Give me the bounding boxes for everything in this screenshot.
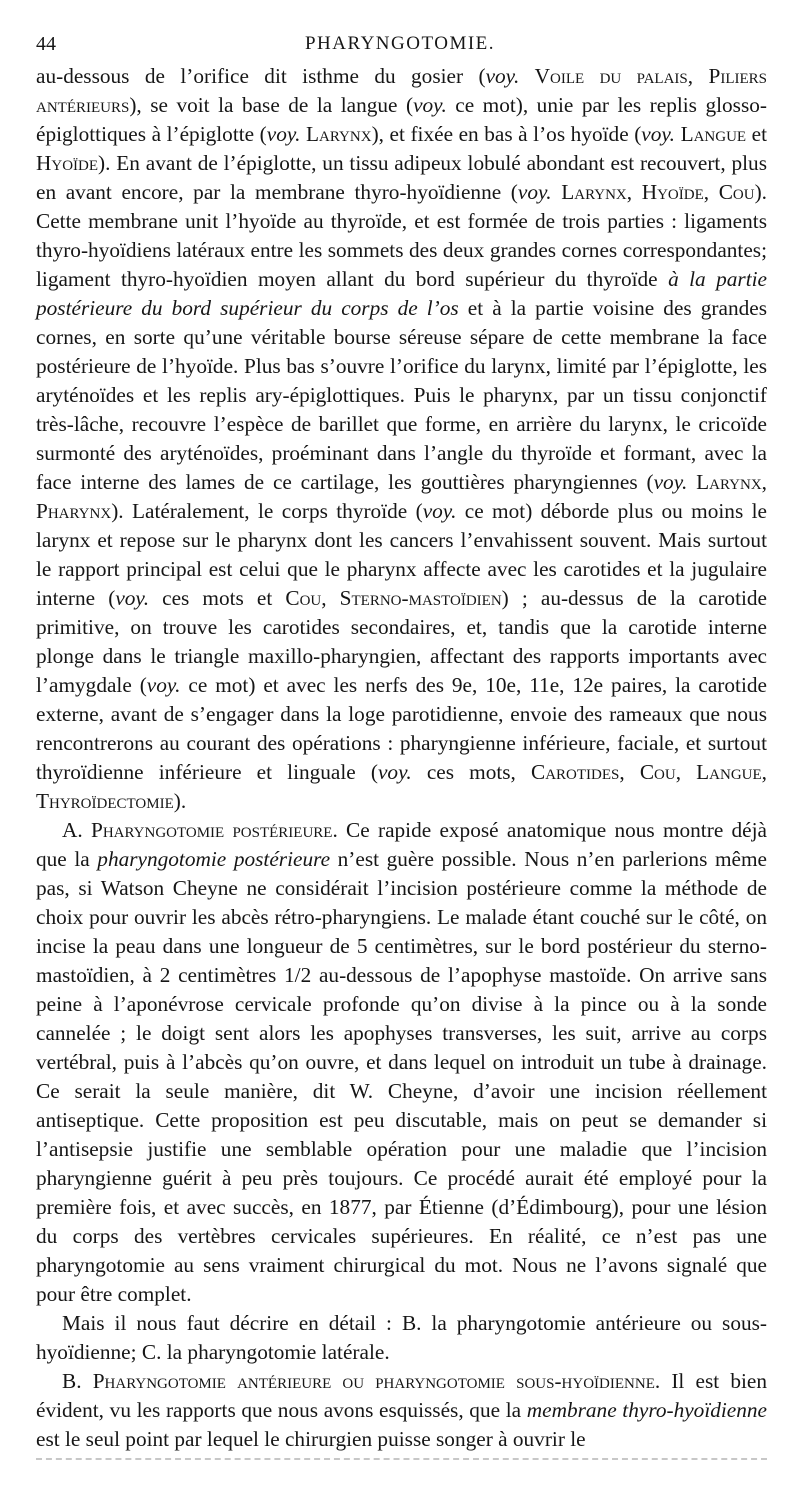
paragraph-anatomy	[36, 62, 767, 816]
section-heading: Pharyngotomie postérieure.	[90, 818, 338, 842]
italic-run: voy.	[115, 586, 150, 610]
text-run: n’est guère possible. Nous n’en parlerions même pas, si Watson Cheyne ne considérait l’incision postérieure comme la méthode de choix pour ouvrir les abcès rétro-pharyngiens. Le malade étant couché sur le côté, on incise la peau dans une longueur de 5 centimètres, sur le bord postérieur du sterno-mastoïdien, à 2 centimètres 1/2 au-dessous de l’apophyse mastoïde. On arrive sans peine à l’aponévrose cervicale profonde qu’on divise à la pince ou à la sonde cannelée ; le doigt sent alors les apophyses transverses, les suit, arrive au corps vertébral, puis à l’abcès qu’on ouvre, et dans lequel on introduit un tube à drainage. Ce serait la seule manière, dit W. Cheyne, d’avoir une incision réellement antiseptique. Cette proposition est peu discutable, mais on peut se demander si l’antisepsie justifie une semblable opération pour une maladie que l’incision pharyngienne guérit à peu près toujours. Ce procédé aurait été employé pour la première fois, et avec succès, en 1877, par Étienne (d’Édimbourg), pour une lésion du corps des vertèbres cervicales supérieures. En réalité, ce n’est pas une pharyngotomie au sens vraiment chirurgical du mot. Nous ne l’avons signalé que pour être complet.	[36, 847, 767, 1306]
italic-run: voy.	[641, 122, 675, 146]
italic-run: voy.	[517, 180, 552, 204]
cross-reference: Carotides, Cou, Langue, Thyroïdectomie	[36, 760, 767, 813]
text-run: ce mot) déborde plus ou moins le larynx et repose sur le pharynx dont les cancers l’envahissent souvent. Mais surtout le rapport principal est celui que le pharynx affecte avec les carotides et la jugulaire interne (	[36, 499, 767, 610]
cross-reference: Larynx, Hyoïde, Cou	[561, 180, 755, 204]
text-run: ce mot) et avec les nerfs des 9e, 10e, 11e, 12e paires, la carotide externe, avant de s’engager dans la loge parotidienne, envoie des rameaux que nous rencontrerons au courant des opérations : pharyngienne inférieure, faciale, et surtout thyroïdienne inférieure et linguale (	[36, 673, 767, 784]
text-run: ), se voit la base de la langue (	[129, 93, 414, 117]
text-run: ce mot), unie par les replis glosso-épiglottiques à l’épiglotte (	[36, 93, 767, 146]
cross-reference: Cou, Sterno-mastoïdien	[285, 586, 502, 610]
text-run	[687, 470, 696, 494]
text-run: ), et fixée en bas à l’os hyoïde (	[371, 122, 642, 146]
paragraph-transition	[36, 1309, 767, 1367]
italic-run: voy.	[146, 673, 181, 697]
page-header	[36, 30, 764, 58]
italic-run: voy.	[266, 122, 301, 146]
running-title: PHARYNGOTOMIE.	[304, 33, 496, 54]
text-run: Mais il nous faut décrire en détail : B. la pharyngotomie antérieure ou sous-hyoïdienne; C. la pharyngotomie latérale.	[36, 1311, 767, 1364]
cross-reference: Larynx	[306, 122, 372, 146]
text-run: ). En avant de l’épiglotte, un tissu adipeux lobulé abondant est recouvert, plus en avant encore, par la membrane thyro-hyoïdienne (	[36, 151, 767, 204]
section-heading: Pharyngotomie antérieure ou pharyngotomie sous-hyoïdienne.	[92, 1369, 661, 1393]
italic-run: pharyngotomie postérieure	[97, 847, 331, 871]
text-run: et à la partie voisine des grandes cornes, en sorte qu’une véritable bourse séreuse sépare de cette membrane la face postérieure de l’hyoïde. Plus bas s’ouvre l’orifice du larynx, limité par l’épiglotte, les aryténoïdes et les replis ary-épiglottiques. Puis le pharynx, par un tissu conjonctif très-lâche, recouvre l’espèce de barillet que forme, en arrière du larynx, le cricoïde surmonté des aryténoïdes, proéminant dans l’angle du thyroïde et formant, avec la face interne des lames de ce cartilage, les gouttières pharyngiennes (	[36, 296, 767, 494]
cross-reference: Hyoïde	[36, 151, 99, 175]
page-number: 44	[36, 33, 56, 55]
text-run: ).	[173, 789, 187, 813]
paragraph-anterior	[36, 1367, 767, 1454]
text-run: et	[746, 122, 768, 146]
italic-run: voy.	[422, 499, 457, 523]
text-run: ces mots et	[149, 586, 286, 610]
paragraph-posterior	[36, 816, 767, 1309]
section-letter: A.	[62, 818, 91, 842]
text-run: au-dessous de l’orifice dit isthme du gosier (	[36, 64, 486, 88]
italic-run: à la partie postérieure du bord supérieur du corps de l’os	[36, 267, 768, 320]
text-run: ). Latéralement, le corps thyroïde (	[111, 499, 423, 523]
text-run	[519, 64, 534, 88]
text-run: ces mots,	[411, 760, 532, 784]
text-run: est le seul point par lequel le chirurgien puisse songer à ouvrir le	[36, 1427, 586, 1451]
text-run: Il est bien évident, vu les rapports que nous avons esquissés, que la	[36, 1369, 767, 1422]
text-run: Ce rapide exposé anatomique nous montre déjà que la	[36, 818, 768, 871]
italic-run: voy.	[485, 64, 520, 88]
italic-run: voy.	[413, 93, 447, 117]
footer-rule	[36, 1458, 767, 1460]
section-letter: B.	[62, 1369, 93, 1393]
text-run: ). Cette membrane unit l’hyoïde au thyroïde, et est formée de trois parties : ligaments thyro-hyoïdiens latéraux entre les sommets des deux grandes cornes correspondantes; ligament thyro-hyoïdien moyen allant du bord supérieur du thyroïde	[36, 180, 767, 291]
italic-run: voy.	[653, 470, 688, 494]
text-run: ) ; au-dessus de la carotide primitive, on trouve les carotides secondaires, et, tandis que la carotide interne plonge dans le triangle maxillo-pharyngien, affectant des rapports importants avec l’amygdale (	[36, 586, 768, 697]
body-text	[36, 62, 767, 1454]
italic-run: voy.	[377, 760, 412, 784]
cross-reference: Langue	[680, 122, 747, 146]
cross-reference: Larynx, Pharynx	[36, 470, 767, 523]
italic-run: membrane thyro-hyoïdienne	[526, 1398, 767, 1422]
cross-reference: Voile du palais, Piliers antérieurs	[36, 64, 767, 117]
text-run	[552, 180, 562, 204]
